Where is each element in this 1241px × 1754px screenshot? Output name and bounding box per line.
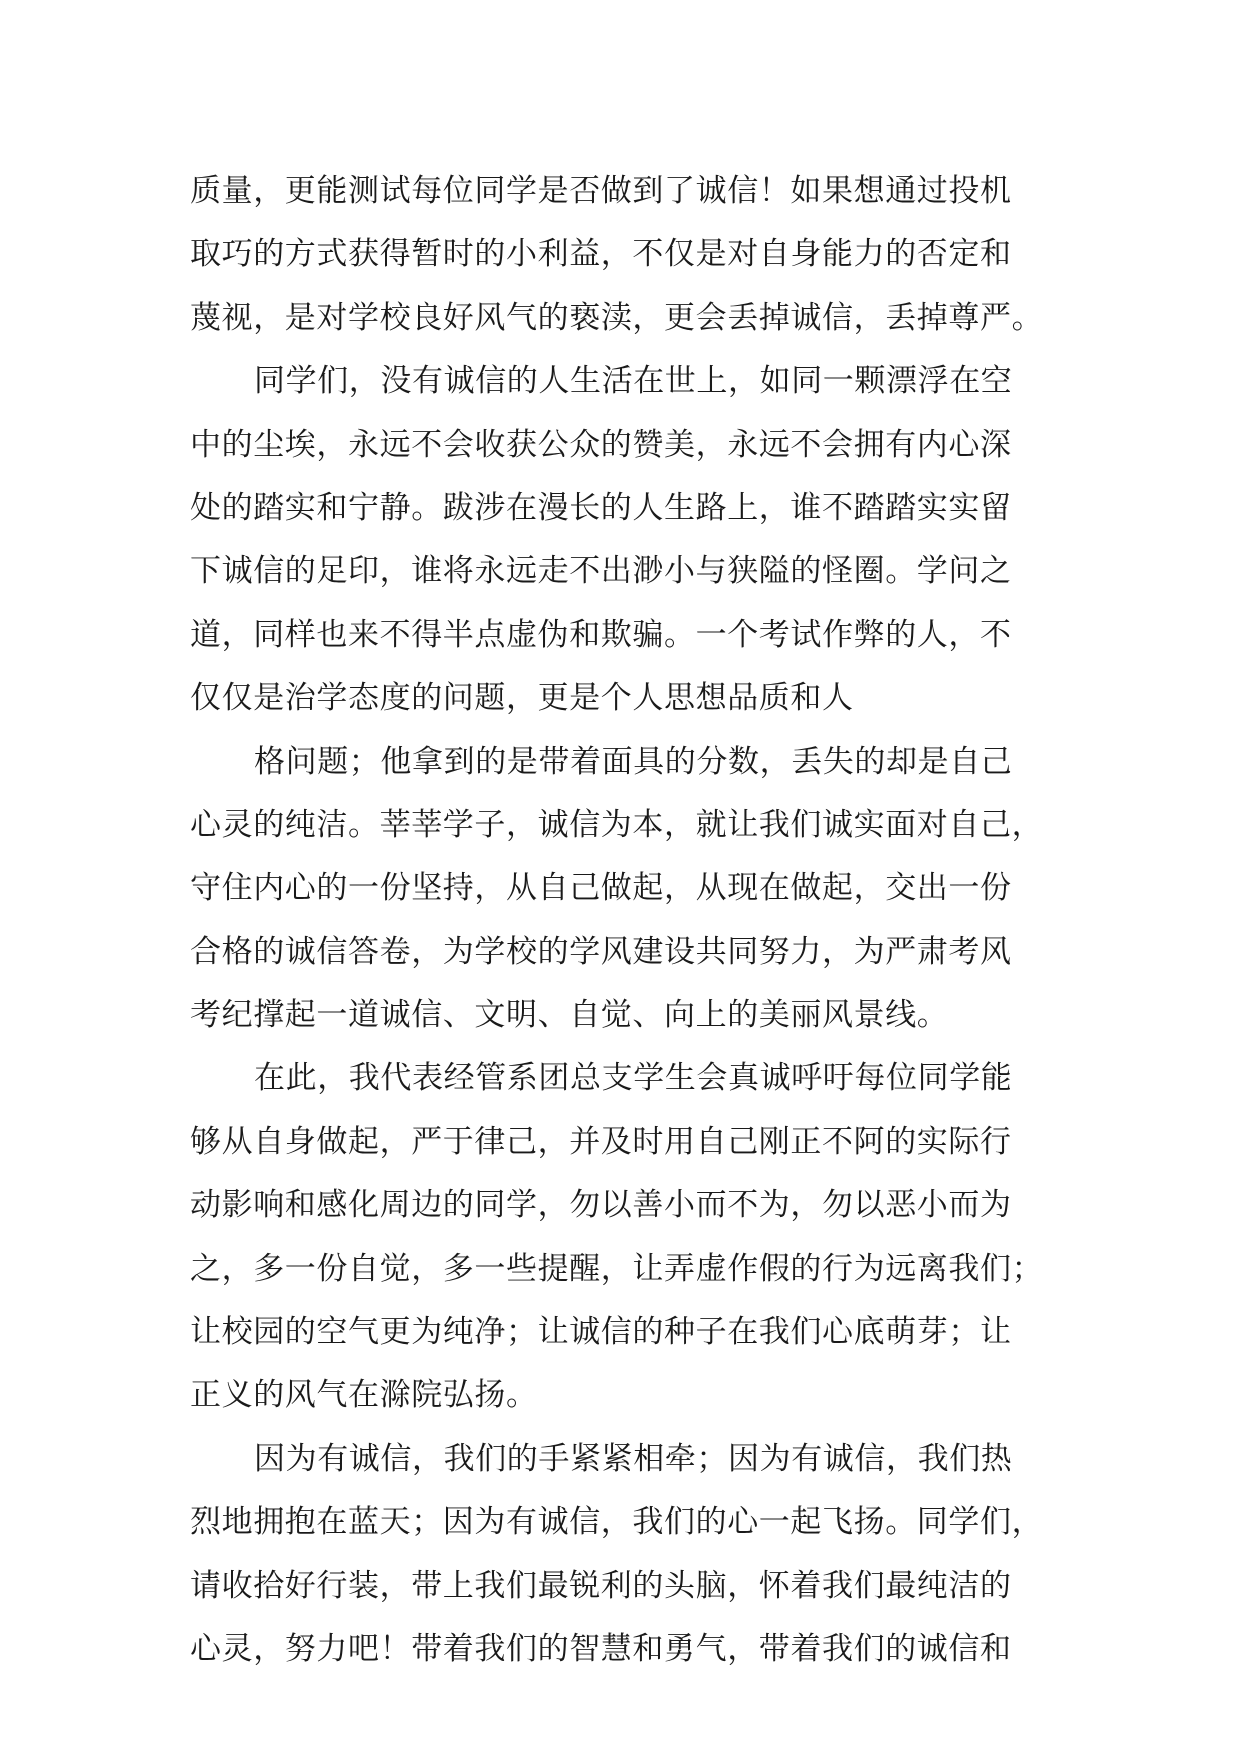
text-line: 道，同样也来不得半点虚伪和欺骗。一个考试作弊的人，不 <box>190 616 1012 653</box>
document-body <box>190 160 1050 1681</box>
paragraph-start-line: 在此，我代表经管系团总支学生会真诚呼吁每位同学能 <box>254 1060 1013 1097</box>
text-line: 够从自身做起，严于律己，并及时用自己刚正不阿的实际行 <box>190 1123 1012 1160</box>
text-line: 请收拾好行装，带上我们最锐利的头脑，怀着我们最纯洁的 <box>190 1567 1012 1604</box>
text-line: 考纪撑起一道诚信、文明、自觉、向上的美丽风景线。 <box>190 997 949 1034</box>
text-line: 仅仅是治学态度的问题，更是个人思想品质和人 <box>190 680 854 717</box>
text-line: 心灵的纯洁。莘莘学子，诚信为本，就让我们诚实面对自己， <box>190 806 1044 843</box>
text-line: 正义的风气在滁院弘扬。 <box>190 1377 538 1414</box>
text-line: 质量，更能测试每位同学是否做到了诚信！如果想通过投机 <box>190 173 1012 209</box>
text-line: 守住内心的一份坚持，从自己做起，从现在做起，交出一份 <box>190 870 1012 907</box>
text-line: 蔑视，是对学校良好风气的亵渎，更会丢掉诚信，丢掉尊严。 <box>190 299 1044 336</box>
text-line: 之，多一份自觉，多一些提醒，让弄虚作假的行为远离我们； <box>190 1250 1044 1287</box>
text-line: 下诚信的足印，谁将永远走不出渺小与狭隘的怪圈。学问之 <box>190 553 1012 590</box>
text-line: 让校园的空气更为纯净；让诚信的种子在我们心底萌芽；让 <box>190 1314 1012 1351</box>
text-line: 合格的诚信答卷，为学校的学风建设共同努力，为严肃考风 <box>190 933 1012 970</box>
text-line: 心灵，努力吧！带着我们的智慧和勇气，带着我们的诚信和 <box>190 1630 1012 1667</box>
paragraph-start-line: 因为有诚信，我们的手紧紧相牵；因为有诚信，我们热 <box>254 1440 1013 1477</box>
text-line: 中的尘埃，永远不会收获公众的赞美，永远不会拥有内心深 <box>190 426 1012 463</box>
paragraph-start-line: 格问题；他拿到的是带着面具的分数，丢失的却是自己 <box>254 743 1013 780</box>
paragraph-start-line: 同学们，没有诚信的人生活在世上，如同一颗漂浮在空 <box>254 363 1013 400</box>
text-line: 处的踏实和宁静。跋涉在漫长的人生路上，谁不踏踏实实留 <box>190 489 1012 526</box>
text-line: 取巧的方式获得暂时的小利益，不仅是对自身能力的否定和 <box>190 236 1012 273</box>
text-line: 动影响和感化周边的同学，勿以善小而不为，勿以恶小而为 <box>190 1187 1012 1224</box>
text-line: 烈地拥抱在蓝天；因为有诚信，我们的心一起飞扬。同学们， <box>190 1504 1044 1541</box>
